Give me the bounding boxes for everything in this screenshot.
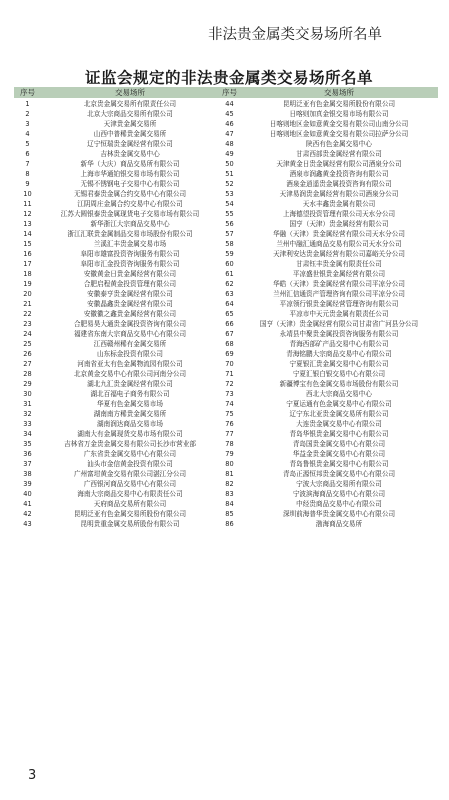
venue-name: 上海德望投资管理有限公司天水分公司	[282, 209, 396, 218]
table-row	[14, 448, 438, 458]
table-row	[14, 408, 438, 418]
venue-name: 山东标金投资有限公司	[97, 349, 163, 358]
venue-name: 阜阳市雄富投资咨询服务有限公司	[80, 249, 180, 258]
venue-name: 合肥易昊大通贵金属投资咨询有限公司	[73, 319, 187, 328]
row-number: 75	[225, 409, 234, 418]
venue-name: 兰州中融汇通商品交易有限公司天水分公司	[276, 239, 402, 248]
page-number: 3	[28, 768, 37, 783]
table-row	[14, 498, 438, 508]
venue-name: 北京大宗商品交易所有限公司	[87, 109, 173, 118]
venue-name: 永靖县中聚贵金属投资咨询服务有限公司	[279, 329, 399, 338]
venue-name: 无锡君泰贵金属合约交易中心有限公司	[73, 189, 187, 198]
venue-name: 安徽徽之鑫贵金属经营有限公司	[83, 309, 177, 318]
row-number: 51	[225, 169, 234, 178]
table-row	[14, 178, 438, 188]
venue-name: 湖北九汇贵金属经营有限公司	[87, 379, 173, 388]
row-number: 5	[25, 139, 30, 148]
row-number: 46	[225, 119, 234, 128]
header-name-left: 交易场所	[41, 87, 219, 98]
row-number: 79	[225, 449, 234, 458]
venue-name: 甘肃西部贵金属经营有限公司	[296, 149, 382, 158]
table-row	[14, 268, 438, 278]
row-number: 8	[25, 169, 30, 178]
venue-name: 深圳前海普华贵金属交易中心有限公司	[282, 509, 396, 518]
venue-name: 平凉市中天元贵金属有限责任公司	[289, 309, 389, 318]
venue-name: 国亨（天津）贵金属经营有限公司甘肃省广河县分公司	[259, 319, 419, 328]
venue-name: 吉林省万金贵金属交易有限公司长沙市营业部	[64, 439, 196, 448]
header-no-right: 序号	[219, 87, 240, 98]
venue-name: 天津贵金属交易所	[103, 119, 157, 128]
table-row	[14, 328, 438, 338]
venue-name: 昆明贵重金属交易所股份有限公司	[80, 519, 180, 528]
venue-name: 天津易润贵金属经营有限公司酒泉分公司	[279, 189, 399, 198]
row-number: 69	[225, 349, 234, 358]
row-number: 16	[23, 249, 32, 258]
table-row	[14, 248, 438, 258]
venue-name: 昆明泛亚有色金属交易所股份有限公司	[282, 99, 396, 108]
venue-name: 宁夏运通有色金属交易中心有限公司	[286, 399, 392, 408]
venue-name: 青岛华银贵金属交易中心有限公司	[289, 429, 389, 438]
venue-name: 华夏有色金属交易市场	[97, 399, 163, 408]
row-number: 21	[23, 299, 32, 308]
row-number: 80	[225, 459, 234, 468]
venue-name: 甘肃钰丰贵金属有限责任公司	[296, 259, 382, 268]
venue-name: 陕西有色金属交易中心	[306, 139, 372, 148]
venue-name: 安徽黄金日贵金属经营有限公司	[83, 269, 177, 278]
row-number: 39	[23, 479, 32, 488]
table-row	[14, 338, 438, 348]
venue-name: 上海市华通铂银交易市场有限公司	[80, 169, 180, 178]
venue-name: 宁夏汇银白银交易中心有限公司	[292, 369, 386, 378]
row-number: 81	[225, 469, 234, 478]
venue-name: 西北大宗商品交易中心	[306, 389, 372, 398]
venue-name: 天水丰鑫贵金属有限公司	[302, 199, 376, 208]
row-number: 11	[23, 199, 32, 208]
venue-name: 辽宁恒瑞贵金属经营有限公司	[87, 139, 173, 148]
venue-name: 天府商品交易所有限公司	[93, 499, 167, 508]
row-number: 18	[23, 269, 32, 278]
table-row	[14, 228, 438, 238]
venue-name: 江西赣州稀有金属交易所	[93, 339, 167, 348]
table-row	[14, 488, 438, 498]
row-number: 43	[23, 519, 32, 528]
venue-table	[14, 87, 438, 528]
row-number: 54	[225, 199, 234, 208]
table-row	[14, 428, 438, 438]
row-number: 58	[225, 239, 234, 248]
row-number: 27	[23, 359, 32, 368]
row-number: 71	[225, 369, 234, 378]
row-number: 36	[23, 449, 32, 458]
venue-name: 酒泉市润鑫黄金投资咨询有限公司	[289, 169, 389, 178]
venue-name: 浙江汇联贵金属制品交易市场股份有限公司	[67, 229, 193, 238]
venue-name: 兰溪汇丰贵金属交易市场	[93, 239, 167, 248]
venue-name: 平凉盛世银贵金属经营有限公司	[292, 269, 386, 278]
table-row	[14, 368, 438, 378]
venue-name: 宁波滨海商品交易中心有限公司	[292, 489, 386, 498]
venue-name: 华皓（天津）贵金属经营有限公司平凉分公司	[273, 279, 405, 288]
table-row	[14, 168, 438, 178]
row-number: 65	[225, 309, 234, 318]
table-row	[14, 148, 438, 158]
row-number: 3	[25, 119, 30, 128]
venue-name: 新疆博宝有色金属交易市场股份有限公司	[279, 379, 399, 388]
row-number: 38	[23, 469, 32, 478]
row-number: 26	[23, 349, 32, 358]
venue-name: 北京黄金交易中心有限公司河南分公司	[73, 369, 187, 378]
table-row	[14, 438, 438, 448]
table-row	[14, 478, 438, 488]
venue-name: 湖南南方稀贵金属交易所	[93, 409, 167, 418]
venue-name: 广东省贵金属交易中心有限公司	[83, 449, 177, 458]
venue-name: 江阴周庄金属合约交易中心有限公司	[77, 199, 183, 208]
venue-name: 无锡不锈钢电子交易中心有限公司	[80, 179, 180, 188]
venue-name: 吉林贵金属交易中心	[100, 149, 160, 158]
row-number: 7	[25, 159, 30, 168]
row-number: 41	[23, 499, 32, 508]
venue-name: 青岛国贵金属交易中心有限公司	[292, 439, 386, 448]
row-number: 42	[23, 509, 32, 518]
row-number: 17	[23, 259, 32, 268]
row-number: 6	[25, 149, 30, 158]
venue-name: 国亨（天津）贵金属经营有限公司	[289, 219, 389, 228]
row-number: 52	[225, 179, 234, 188]
row-number: 68	[225, 339, 234, 348]
venue-name: 日喀则地区金如意黄金交易有限公司拉萨分公司	[269, 129, 409, 138]
row-number: 83	[225, 489, 234, 498]
row-number: 2	[25, 109, 30, 118]
venue-name: 宁夏银汇贵金属交易中心有限公司	[289, 359, 389, 368]
row-number: 59	[225, 249, 234, 258]
row-number: 28	[23, 369, 32, 378]
table-row	[14, 468, 438, 478]
row-number: 50	[225, 159, 234, 168]
row-number: 55	[225, 209, 234, 218]
row-number: 10	[23, 189, 32, 198]
row-number: 78	[225, 439, 234, 448]
table-row	[14, 108, 438, 118]
venue-name: 渤海商品交易所	[315, 519, 363, 528]
row-number: 77	[225, 429, 234, 438]
table-row	[14, 508, 438, 518]
row-number: 56	[225, 219, 234, 228]
venue-name: 新华浙江大宗商品交易中心	[90, 219, 170, 228]
row-number: 48	[225, 139, 234, 148]
row-number: 76	[225, 419, 234, 428]
venue-name: 兰州汇信通资产管理咨询有限公司平凉分公司	[273, 289, 405, 298]
row-number: 13	[23, 219, 32, 228]
row-number: 61	[225, 269, 234, 278]
row-number: 37	[23, 459, 32, 468]
venue-name: 广西银河商品交易中心有限公司	[83, 479, 177, 488]
venue-name: 中经贵商品交易中心有限公司	[296, 499, 382, 508]
venue-name: 日喀则加真金银交易市场有限公司	[289, 109, 389, 118]
venue-name: 江苏大圆银泰贵金属现货电子交易市场有限公司	[60, 209, 200, 218]
venue-name: 北京贵金属交易所有限责任公司	[83, 99, 177, 108]
table-row	[14, 258, 438, 268]
row-number: 57	[225, 229, 234, 238]
row-number: 30	[23, 389, 32, 398]
venue-name: 湖北百福电子商务有限公司	[90, 389, 170, 398]
venue-name: 汕头市金信黄金投资有限公司	[87, 459, 173, 468]
table-row	[14, 278, 438, 288]
table-row	[14, 518, 438, 528]
row-number: 60	[225, 259, 234, 268]
row-number: 74	[225, 399, 234, 408]
venue-name: 湖南润达商品交易市场	[97, 419, 163, 428]
table-row	[14, 318, 438, 328]
row-number: 84	[225, 499, 234, 508]
table-row	[14, 198, 438, 208]
row-number: 40	[23, 489, 32, 498]
venue-name: 天津黄金日贵金属经营有限公司酒泉分公司	[276, 159, 402, 168]
table-row	[14, 158, 438, 168]
table-row	[14, 138, 438, 148]
table-header-row	[14, 87, 438, 98]
row-number: 9	[25, 179, 30, 188]
venue-name: 海南大宗商品交易中心有限责任公司	[77, 489, 183, 498]
table-row	[14, 298, 438, 308]
venue-name: 宁波大宗商品交易所有限公司	[296, 479, 382, 488]
row-number: 23	[23, 319, 32, 328]
row-number: 25	[23, 339, 32, 348]
venue-name: 福建省东南大宗商品交易中心有限公司	[73, 329, 187, 338]
venue-name: 酒泉金逍遥贵金属投资咨询有限公司	[286, 179, 392, 188]
row-number: 64	[225, 299, 234, 308]
row-number: 63	[225, 289, 234, 298]
venue-name: 青岛鲁银贵金属交易中心有限公司	[289, 459, 389, 468]
row-number: 53	[225, 189, 234, 198]
row-number: 66	[225, 319, 234, 328]
row-number: 73	[225, 389, 234, 398]
header-name-right: 交易场所	[240, 87, 438, 98]
table-row	[14, 418, 438, 428]
table-row	[14, 308, 438, 318]
row-number: 82	[225, 479, 234, 488]
table-row	[14, 378, 438, 388]
table-row	[14, 358, 438, 368]
header-no-left: 序号	[14, 87, 41, 98]
row-number: 31	[23, 399, 32, 408]
row-number: 62	[225, 279, 234, 288]
row-number: 4	[25, 129, 30, 138]
venue-name: 阜阳市汇金投资咨询服务有限公司	[80, 259, 180, 268]
row-number: 70	[225, 359, 234, 368]
document-title-line1: 非法贵金属类交易场所名单	[208, 27, 382, 43]
row-number: 33	[23, 419, 32, 428]
row-number: 85	[225, 509, 234, 518]
row-number: 34	[23, 429, 32, 438]
row-number: 22	[23, 309, 32, 318]
table-row	[14, 388, 438, 398]
row-number: 45	[225, 109, 234, 118]
table-row	[14, 218, 438, 228]
table-row	[14, 98, 438, 108]
row-number: 35	[23, 439, 32, 448]
venue-name: 华融（天津）贵金属经营有限公司天水分公司	[273, 229, 405, 238]
row-number: 47	[225, 129, 234, 138]
venue-name: 新华（大庆）商品交易所有限公司	[80, 159, 180, 168]
table-row	[14, 128, 438, 138]
document-title-line2: 证监会规定的非法贵金属类交易场所名单	[84, 69, 373, 87]
row-number: 86	[225, 519, 234, 528]
venue-name: 大连贵金属交易中心有限公司	[296, 419, 382, 428]
row-number: 15	[23, 239, 32, 248]
table-row	[14, 348, 438, 358]
row-number: 12	[23, 209, 32, 218]
venue-name: 天津利安达贵金属经营有限公司嘉峪关分公司	[273, 249, 405, 258]
table-row	[14, 188, 438, 198]
table-row	[14, 238, 438, 248]
table-row	[14, 118, 438, 128]
venue-name: 安徽晶鑫贵金属经营有限公司	[87, 299, 173, 308]
table-row	[14, 208, 438, 218]
row-number: 20	[23, 289, 32, 298]
row-number: 32	[23, 409, 32, 418]
row-number: 24	[23, 329, 32, 338]
row-number: 49	[225, 149, 234, 158]
venue-name: 青海铭鹏大宗商品交易中心有限公司	[286, 349, 392, 358]
row-number: 19	[23, 279, 32, 288]
venue-name: 广州富坩黄金交易有限公司湛江分公司	[73, 469, 187, 478]
table-body	[14, 98, 438, 528]
venue-name: 湖南大有金属现货交易市场有限公司	[77, 429, 183, 438]
row-number: 67	[225, 329, 234, 338]
table-row	[14, 398, 438, 408]
row-number: 14	[23, 229, 32, 238]
venue-name: 平凉领行银贵金属经营管理咨询有限公司	[279, 299, 399, 308]
venue-name: 华益金贵金属交易中心有限公司	[292, 449, 386, 458]
venue-name: 山西中普稀贵金属交易所	[93, 129, 167, 138]
row-number: 44	[225, 99, 234, 108]
row-number: 1	[25, 99, 30, 108]
table-row	[14, 458, 438, 468]
venue-name: 青岛正源恒邦贵金属交易中心有限公司	[282, 469, 396, 478]
row-number: 72	[225, 379, 234, 388]
venue-name: 合肥启程黄金投资管理有限公司	[83, 279, 177, 288]
row-number: 29	[23, 379, 32, 388]
table-row	[14, 288, 438, 298]
venue-name: 昆明泛亚有色金属交易所股份有限公司	[73, 509, 187, 518]
venue-name: 安徽泰亨贵金属经营有限公司	[87, 289, 173, 298]
venue-name: 河南省亚太有色金属物流园有限公司	[77, 359, 183, 368]
venue-name: 青海西部矿产品交易中心有限公司	[289, 339, 389, 348]
venue-name: 辽宁东北亚贵金属交易所有限公司	[289, 409, 389, 418]
venue-name: 日喀则地区金如意黄金交易有限公司山南分公司	[269, 119, 409, 128]
